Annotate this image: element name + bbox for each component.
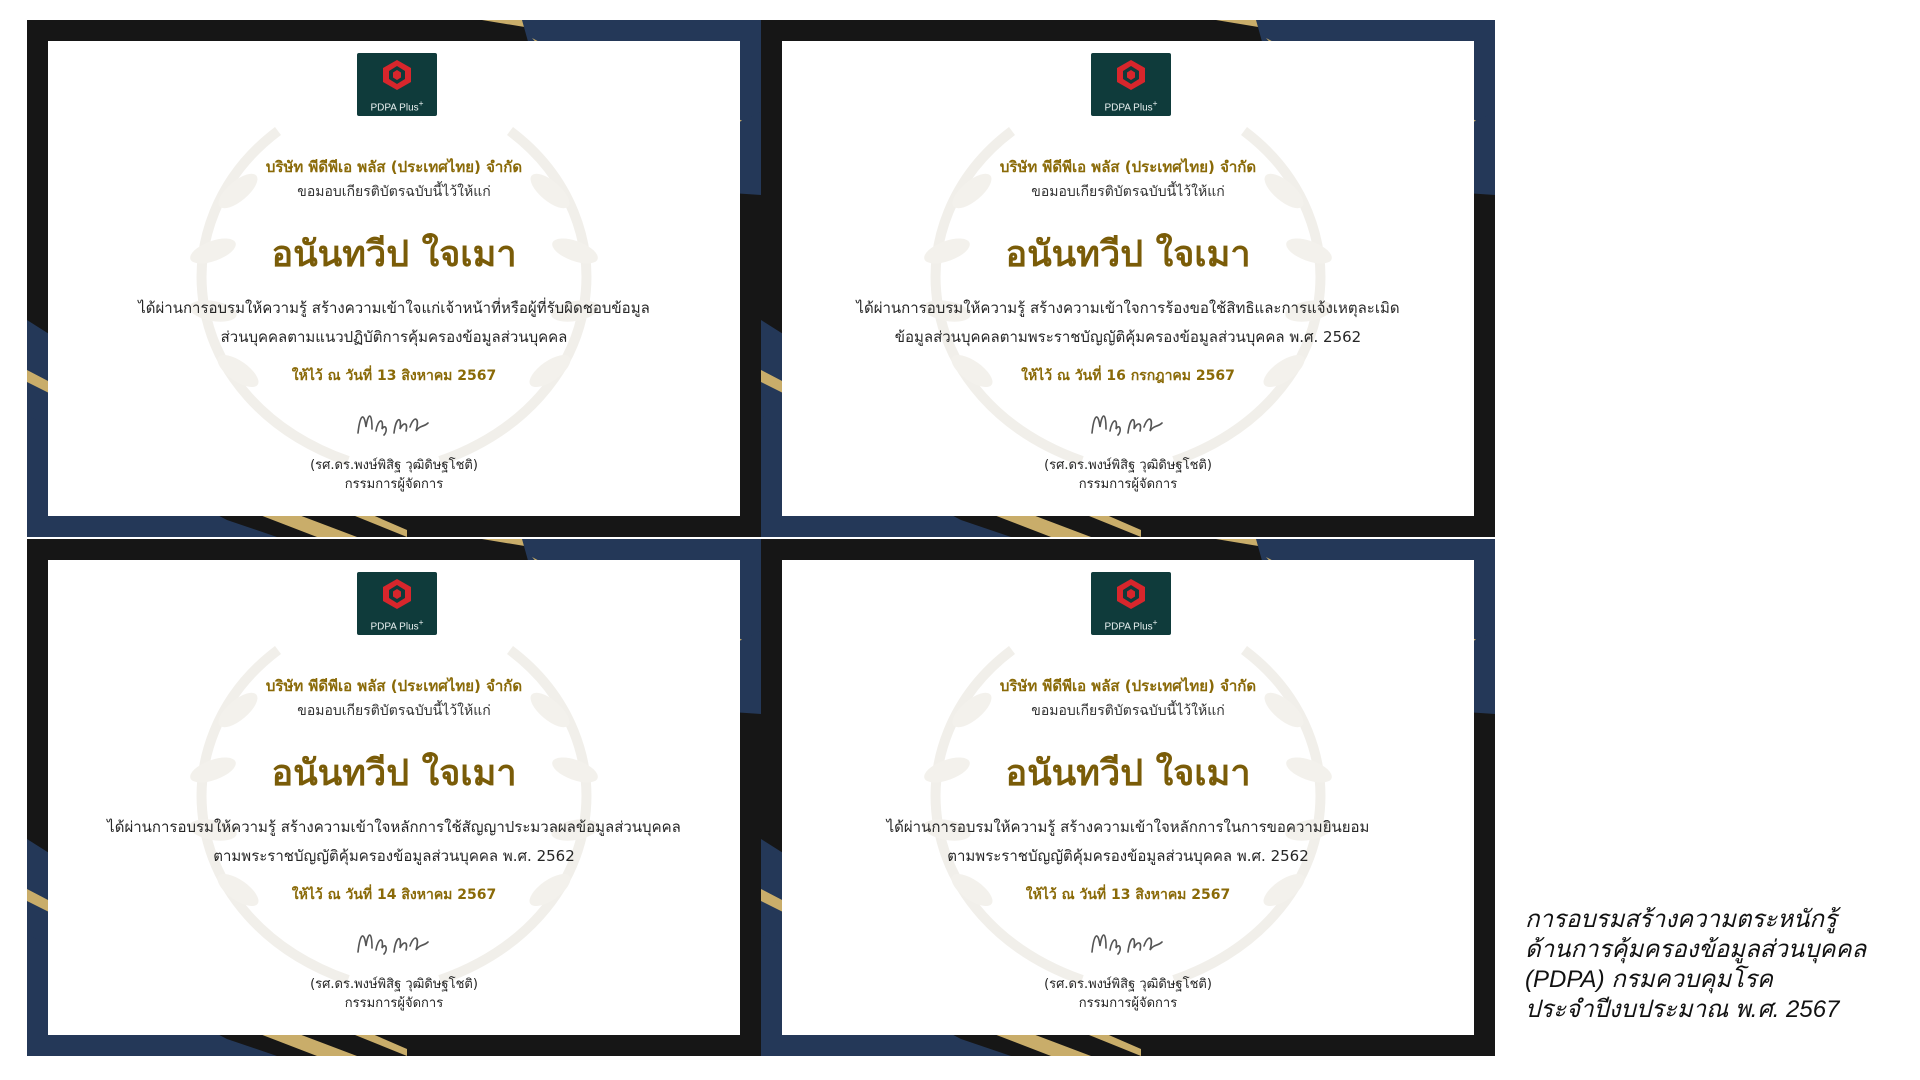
description-line-1: ได้ผ่านการอบรมให้ความรู้ สร้างความเข้าใจหลักการใช้สัญญาประมวลผลข้อมูลส่วนบุคคล — [107, 818, 681, 836]
company-name: บริษัท พีดีพีเอ พลัส (ประเทศไทย) จำกัด — [999, 677, 1257, 695]
signer-position: กรรมการผู้จัดการ — [1078, 477, 1178, 492]
pdpa-plus-logo — [1091, 572, 1171, 635]
handwritten-signature — [354, 924, 434, 960]
company-name: บริษัท พีดีพีเอ พลัส (ประเทศไทย) จำกัด — [265, 677, 523, 695]
description-line-2: ข้อมูลส่วนบุคคลตามพระราชบัญญัติคุ้มครองข้อมูลส่วนบุคคล พ.ศ. 2562 — [894, 328, 1362, 346]
logo-plus: + — [418, 616, 424, 627]
caption — [1525, 905, 1915, 1025]
description-line-2: ตามพระราชบัญญัติคุ้มครองข้อมูลส่วนบุคคล พ.ศ. 2562 — [947, 847, 1309, 865]
certificate-panel — [48, 41, 740, 516]
presented-to-text: ขอมอบเกียรติบัตรฉบับนี้ไว้ให้แก่ — [1031, 184, 1225, 200]
recipient-name: อนันทวีป ใจเมา — [1005, 234, 1251, 275]
signer-position: กรรมการผู้จัดการ — [1078, 996, 1178, 1011]
logo-plus: + — [1152, 97, 1158, 108]
signer-name: (รศ.ดร.พงษ์พิสิฐ วุฒิดิษฐโชติ) — [1044, 458, 1212, 473]
recipient-name: อนันทวีป ใจเมา — [1005, 753, 1251, 794]
signer-name: (รศ.ดร.พงษ์พิสิฐ วุฒิดิษฐโชติ) — [1044, 977, 1212, 992]
pdpa-plus-logo — [357, 572, 437, 635]
signer-position: กรรมการผู้จัดการ — [344, 477, 444, 492]
certificate-card-2 — [761, 20, 1495, 537]
caption-line-3: (PDPA) กรมควบคุมโรค — [1525, 966, 1773, 993]
certificate-panel — [48, 560, 740, 1035]
recipient-name: อนันทวีป ใจเมา — [271, 234, 517, 275]
pdpa-plus-logo — [357, 53, 437, 116]
recipient-name: อนันทวีป ใจเมา — [271, 753, 517, 794]
description-line-2: ส่วนบุคคลตามแนวปฏิบัติการคุ้มครองข้อมูลส่วนบุคคล — [220, 328, 568, 346]
issue-date: ให้ไว้ ณ วันที่ 14 สิงหาคม 2567 — [291, 887, 497, 903]
signer-position: กรรมการผู้จัดการ — [344, 996, 444, 1011]
handwritten-signature — [1088, 405, 1168, 441]
pdpa-logo-mark-icon — [381, 578, 413, 610]
certificate-card-1 — [27, 20, 761, 537]
pdpa-logo-mark-icon — [1115, 578, 1147, 610]
handwritten-signature — [354, 405, 434, 441]
issue-date: ให้ไว้ ณ วันที่ 13 สิงหาคม 2567 — [1025, 887, 1231, 903]
logo-text: PDPA Plus — [370, 621, 419, 632]
certificate-card-3 — [27, 539, 761, 1056]
signer-name: (รศ.ดร.พงษ์พิสิฐ วุฒิดิษฐโชติ) — [310, 458, 478, 473]
logo-plus: + — [418, 97, 424, 108]
logo-plus: + — [1152, 616, 1158, 627]
pdpa-logo-mark-icon — [381, 59, 413, 91]
presented-to-text: ขอมอบเกียรติบัตรฉบับนี้ไว้ให้แก่ — [1031, 703, 1225, 719]
logo-text: PDPA Plus — [1104, 102, 1153, 113]
certificate-panel — [782, 41, 1474, 516]
issue-date: ให้ไว้ ณ วันที่ 16 กรกฎาคม 2567 — [1021, 368, 1235, 384]
description-line-1: ได้ผ่านการอบรมให้ความรู้ สร้างความเข้าใจหลักการในการขอความยินยอม — [886, 818, 1370, 836]
description-line-2: ตามพระราชบัญญัติคุ้มครองข้อมูลส่วนบุคคล พ.ศ. 2562 — [213, 847, 575, 865]
logo-text: PDPA Plus — [1104, 621, 1153, 632]
signer-name: (รศ.ดร.พงษ์พิสิฐ วุฒิดิษฐโชติ) — [310, 977, 478, 992]
handwritten-signature — [1088, 924, 1168, 960]
company-name: บริษัท พีดีพีเอ พลัส (ประเทศไทย) จำกัด — [999, 158, 1257, 176]
presented-to-text: ขอมอบเกียรติบัตรฉบับนี้ไว้ให้แก่ — [297, 184, 491, 200]
caption-line-2: ด้านการคุ้มครองข้อมูลส่วนบุคคล — [1525, 936, 1867, 963]
certificate-card-4 — [761, 539, 1495, 1056]
logo-text: PDPA Plus — [370, 102, 419, 113]
presented-to-text: ขอมอบเกียรติบัตรฉบับนี้ไว้ให้แก่ — [297, 703, 491, 719]
caption-line-4: ประจำปีงบประมาณ พ.ศ. 2567 — [1525, 996, 1840, 1023]
description-line-1: ได้ผ่านการอบรมให้ความรู้ สร้างความเข้าใจการร้องขอใช้สิทธิและการแจ้งเหตุละเมิด — [856, 299, 1400, 317]
certificate-panel — [782, 560, 1474, 1035]
pdpa-logo-mark-icon — [1115, 59, 1147, 91]
pdpa-plus-logo — [1091, 53, 1171, 116]
company-name: บริษัท พีดีพีเอ พลัส (ประเทศไทย) จำกัด — [265, 158, 523, 176]
issue-date: ให้ไว้ ณ วันที่ 13 สิงหาคม 2567 — [291, 368, 497, 384]
description-line-1: ได้ผ่านการอบรมให้ความรู้ สร้างความเข้าใจแก่เจ้าหน้าที่หรือผู้ที่รับผิดชอบข้อมูล — [138, 299, 650, 317]
caption-line-1: การอบรมสร้างความตระหนักรู้ — [1525, 906, 1837, 933]
